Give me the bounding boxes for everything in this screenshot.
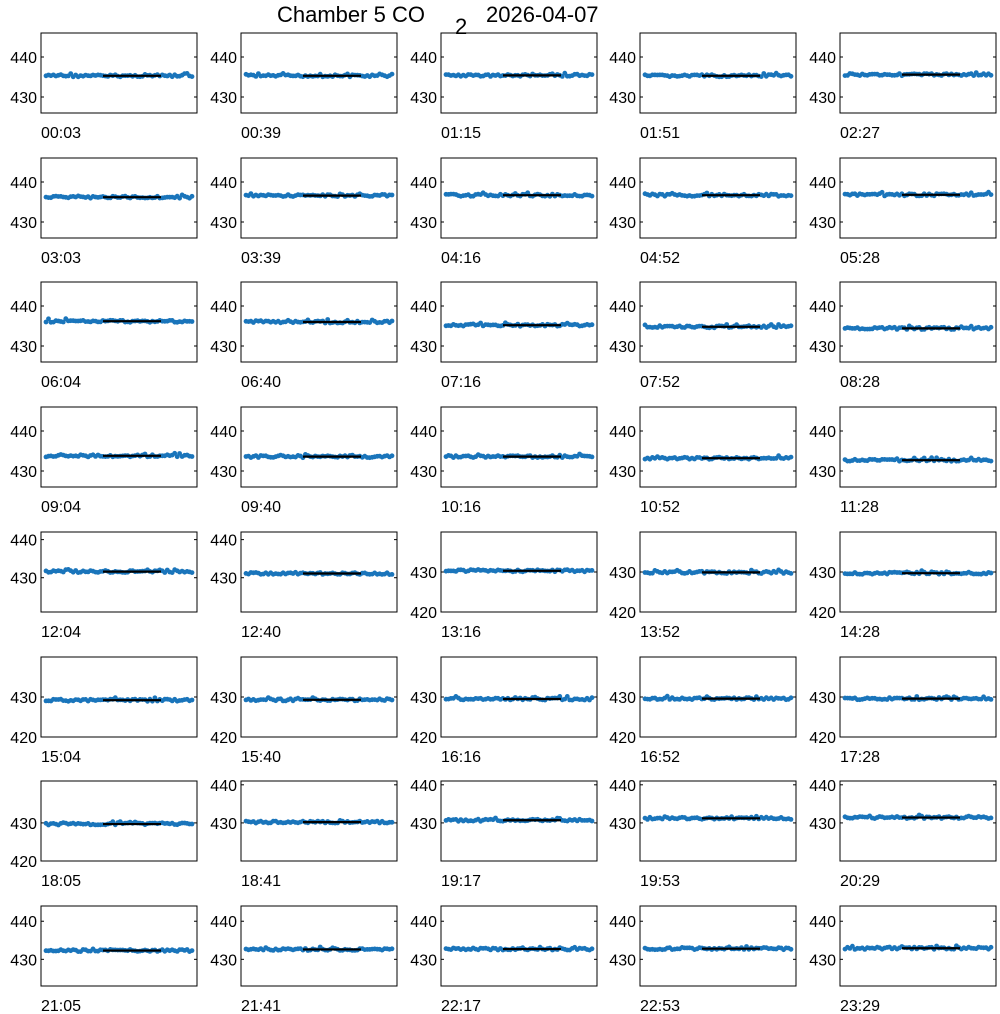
y-tick-label: 430 bbox=[410, 690, 437, 707]
y-tick-label: 430 bbox=[609, 90, 636, 107]
panel bbox=[609, 407, 796, 516]
panel bbox=[10, 532, 197, 641]
y-tick-label: 430 bbox=[410, 90, 437, 107]
y-tick-label: 430 bbox=[609, 565, 636, 582]
panel-time-label: 21:05 bbox=[41, 998, 82, 1014]
panel-time-label: 06:40 bbox=[241, 374, 282, 391]
data-point bbox=[989, 571, 994, 576]
y-tick-label: 420 bbox=[10, 730, 37, 747]
data-point bbox=[789, 323, 794, 328]
data-point bbox=[390, 319, 395, 324]
axes-box bbox=[441, 407, 597, 487]
panel-time-label: 19:53 bbox=[640, 873, 681, 890]
y-tick-label: 430 bbox=[10, 464, 37, 481]
data-point bbox=[590, 819, 595, 824]
panel-time-label: 00:03 bbox=[41, 125, 82, 142]
y-tick-label: 430 bbox=[210, 215, 237, 232]
y-tick-label: 420 bbox=[10, 854, 37, 871]
panel bbox=[809, 906, 996, 1014]
panel-time-label: 05:28 bbox=[840, 250, 881, 267]
panel bbox=[210, 407, 397, 516]
data-point bbox=[590, 568, 595, 573]
panel-time-label: 04:16 bbox=[441, 250, 482, 267]
data-point bbox=[789, 193, 794, 198]
panel bbox=[809, 158, 996, 267]
panel-time-label: 14:28 bbox=[840, 624, 881, 641]
y-tick-label: 430 bbox=[10, 815, 37, 833]
data-point bbox=[789, 817, 794, 822]
panel bbox=[410, 778, 597, 890]
data-point bbox=[390, 572, 395, 577]
panel-time-label: 11:28 bbox=[840, 499, 879, 516]
data-point bbox=[989, 697, 994, 702]
data-point bbox=[789, 947, 794, 952]
y-tick-label: 430 bbox=[210, 690, 237, 707]
axes-box bbox=[41, 906, 197, 986]
data-point bbox=[190, 822, 195, 827]
panel bbox=[609, 158, 796, 267]
panel bbox=[210, 158, 397, 267]
y-tick-label: 440 bbox=[410, 175, 437, 192]
y-tick-label: 420 bbox=[410, 730, 437, 747]
data-point bbox=[989, 816, 994, 821]
y-tick-label: 440 bbox=[410, 299, 437, 316]
panel bbox=[809, 33, 996, 142]
data-point bbox=[989, 192, 994, 197]
y-tick-label: 430 bbox=[609, 815, 636, 833]
y-tick-label: 440 bbox=[809, 914, 836, 932]
panel-time-label: 12:04 bbox=[41, 624, 82, 641]
panel-time-label: 18:05 bbox=[41, 873, 82, 890]
panel-time-label: 07:52 bbox=[640, 374, 681, 391]
panel-time-label: 22:53 bbox=[640, 998, 681, 1014]
axes-box bbox=[241, 657, 397, 737]
data-point bbox=[190, 698, 195, 703]
panel-time-label: 06:04 bbox=[41, 374, 82, 391]
panel bbox=[210, 33, 397, 142]
y-tick-label: 430 bbox=[809, 215, 836, 232]
y-tick-label: 430 bbox=[210, 464, 237, 481]
panel-time-label: 03:39 bbox=[241, 250, 282, 267]
y-tick-label: 440 bbox=[410, 914, 437, 932]
y-tick-label: 430 bbox=[210, 570, 237, 588]
panel-time-label: 09:40 bbox=[241, 499, 282, 516]
data-point bbox=[390, 698, 395, 703]
panel bbox=[10, 906, 197, 1014]
panel bbox=[609, 532, 796, 641]
title-subscript: 2 bbox=[455, 14, 468, 39]
y-tick-label: 440 bbox=[809, 424, 836, 441]
title-date: 2026-04-07 bbox=[486, 2, 599, 27]
data-point bbox=[590, 695, 595, 700]
y-tick-label: 430 bbox=[609, 339, 636, 356]
panel bbox=[609, 778, 796, 890]
panel bbox=[609, 657, 796, 766]
axes-box bbox=[640, 407, 796, 487]
y-tick-label: 440 bbox=[210, 914, 237, 932]
panel bbox=[609, 282, 796, 391]
panel-time-label: 08:28 bbox=[840, 374, 881, 391]
data-point bbox=[789, 571, 794, 576]
data-point bbox=[989, 945, 994, 950]
axes-box bbox=[41, 657, 197, 737]
y-tick-label: 440 bbox=[410, 424, 437, 441]
panel bbox=[10, 158, 197, 267]
y-tick-label: 440 bbox=[609, 50, 636, 67]
y-tick-label: 430 bbox=[210, 815, 237, 833]
panel bbox=[410, 407, 597, 516]
y-tick-label: 430 bbox=[10, 570, 37, 588]
data-point bbox=[190, 570, 195, 575]
panel-time-label: 18:41 bbox=[241, 873, 282, 890]
y-tick-label: 430 bbox=[10, 690, 37, 707]
panel-time-label: 02:27 bbox=[840, 125, 881, 142]
data-point bbox=[989, 73, 994, 78]
axes-box bbox=[441, 282, 597, 362]
panel bbox=[410, 532, 597, 641]
panel-time-label: 16:16 bbox=[441, 749, 482, 766]
axes-box bbox=[640, 282, 796, 362]
y-tick-label: 440 bbox=[210, 299, 237, 316]
data-point bbox=[390, 946, 395, 951]
panel bbox=[210, 282, 397, 391]
axes-box bbox=[41, 407, 197, 487]
panel bbox=[10, 282, 197, 391]
panel bbox=[210, 778, 397, 890]
y-tick-label: 430 bbox=[210, 90, 237, 107]
panel-time-label: 13:52 bbox=[640, 624, 681, 641]
panel-time-label: 21:41 bbox=[241, 998, 282, 1014]
y-tick-label: 430 bbox=[10, 952, 37, 970]
y-tick-label: 420 bbox=[609, 730, 636, 747]
y-tick-label: 430 bbox=[410, 464, 437, 481]
y-tick-label: 420 bbox=[609, 605, 636, 622]
data-point bbox=[190, 194, 195, 199]
panel bbox=[210, 532, 397, 641]
y-tick-label: 440 bbox=[10, 424, 37, 441]
y-tick-label: 420 bbox=[410, 605, 437, 622]
panel bbox=[410, 906, 597, 1014]
panel-time-label: 10:16 bbox=[441, 499, 482, 516]
panel-time-label: 16:52 bbox=[640, 749, 681, 766]
data-point bbox=[590, 194, 595, 199]
y-tick-label: 440 bbox=[609, 914, 636, 932]
y-tick-label: 430 bbox=[609, 952, 636, 970]
data-point bbox=[390, 72, 395, 77]
panel-time-label: 07:16 bbox=[441, 374, 482, 391]
data-point bbox=[190, 319, 195, 324]
figure-title bbox=[277, 2, 425, 27]
panel bbox=[410, 657, 597, 766]
y-tick-label: 430 bbox=[410, 952, 437, 970]
panel-time-label: 15:40 bbox=[241, 749, 282, 766]
y-tick-label: 440 bbox=[809, 777, 836, 795]
y-tick-label: 440 bbox=[10, 50, 37, 67]
data-point bbox=[590, 322, 595, 327]
y-tick-label: 430 bbox=[809, 952, 836, 970]
y-tick-label: 430 bbox=[410, 215, 437, 232]
y-tick-label: 440 bbox=[210, 50, 237, 67]
y-tick-label: 430 bbox=[809, 815, 836, 833]
panel-time-label: 15:04 bbox=[41, 749, 82, 766]
y-tick-label: 440 bbox=[609, 777, 636, 795]
data-point bbox=[590, 946, 595, 951]
panel bbox=[609, 33, 796, 142]
title-prefix: Chamber 5 CO bbox=[277, 2, 425, 27]
y-tick-label: 440 bbox=[609, 175, 636, 192]
y-tick-label: 420 bbox=[809, 730, 836, 747]
panel bbox=[809, 282, 996, 391]
y-tick-label: 430 bbox=[10, 215, 37, 232]
axes-box bbox=[840, 158, 996, 238]
panel bbox=[10, 407, 197, 516]
data-point bbox=[989, 459, 994, 464]
y-tick-label: 440 bbox=[10, 532, 37, 550]
data-point bbox=[789, 455, 794, 460]
y-tick-label: 440 bbox=[210, 532, 237, 550]
panel-time-label: 13:16 bbox=[441, 624, 482, 641]
panel bbox=[210, 906, 397, 1014]
axes-box bbox=[840, 781, 996, 861]
data-point bbox=[989, 325, 994, 330]
y-tick-label: 440 bbox=[210, 424, 237, 441]
y-tick-label: 440 bbox=[210, 175, 237, 192]
y-tick-label: 440 bbox=[210, 777, 237, 795]
y-tick-label: 430 bbox=[609, 215, 636, 232]
axes-box bbox=[840, 282, 996, 362]
y-tick-label: 440 bbox=[609, 299, 636, 316]
panel bbox=[809, 532, 996, 641]
panel bbox=[410, 33, 597, 142]
panel bbox=[609, 906, 796, 1014]
axes-box bbox=[840, 407, 996, 487]
panel bbox=[809, 657, 996, 766]
y-tick-label: 440 bbox=[410, 777, 437, 795]
data-point bbox=[190, 74, 195, 79]
y-tick-label: 440 bbox=[10, 175, 37, 192]
y-tick-label: 440 bbox=[809, 175, 836, 192]
panel bbox=[210, 657, 397, 766]
panel bbox=[410, 282, 597, 391]
panel-time-label: 12:40 bbox=[241, 624, 282, 641]
data-point bbox=[190, 454, 195, 459]
y-tick-label: 430 bbox=[609, 464, 636, 481]
panel bbox=[10, 657, 197, 766]
panel-time-label: 03:03 bbox=[41, 250, 82, 267]
axes-box bbox=[640, 906, 796, 986]
panel-time-label: 00:39 bbox=[241, 125, 282, 142]
data-point bbox=[190, 948, 195, 953]
panel-time-label: 23:29 bbox=[840, 998, 881, 1014]
data-point bbox=[390, 453, 395, 458]
panel-time-label: 04:52 bbox=[640, 250, 681, 267]
y-tick-label: 440 bbox=[10, 299, 37, 316]
data-point bbox=[590, 455, 595, 460]
y-tick-label: 440 bbox=[809, 50, 836, 67]
panel-grid bbox=[10, 33, 996, 1014]
panel-time-label: 20:29 bbox=[840, 873, 881, 890]
panel-time-label: 09:04 bbox=[41, 499, 82, 516]
y-tick-label: 440 bbox=[809, 299, 836, 316]
y-tick-label: 430 bbox=[809, 565, 836, 582]
y-tick-label: 420 bbox=[809, 605, 836, 622]
y-tick-label: 430 bbox=[410, 339, 437, 356]
data-point bbox=[590, 72, 595, 77]
y-tick-label: 430 bbox=[410, 565, 437, 582]
panel-time-label: 22:17 bbox=[441, 998, 482, 1014]
y-tick-label: 430 bbox=[809, 90, 836, 107]
y-tick-label: 430 bbox=[410, 815, 437, 833]
y-tick-label: 430 bbox=[210, 339, 237, 356]
panel bbox=[10, 33, 197, 142]
y-tick-label: 430 bbox=[210, 952, 237, 970]
panel-time-label: 01:15 bbox=[441, 125, 482, 142]
panel bbox=[809, 778, 996, 890]
panel-time-label: 01:51 bbox=[640, 125, 681, 142]
y-tick-label: 430 bbox=[10, 90, 37, 107]
panel-time-label: 10:52 bbox=[640, 499, 681, 516]
data-point bbox=[789, 695, 794, 700]
y-tick-label: 430 bbox=[609, 690, 636, 707]
y-tick-label: 430 bbox=[809, 690, 836, 707]
y-tick-label: 440 bbox=[410, 50, 437, 67]
y-tick-label: 430 bbox=[809, 339, 836, 356]
y-tick-label: 440 bbox=[609, 424, 636, 441]
data-point bbox=[390, 193, 395, 198]
panel bbox=[10, 781, 197, 890]
y-tick-label: 430 bbox=[809, 464, 836, 481]
data-point bbox=[390, 820, 395, 825]
panel-time-label: 17:28 bbox=[840, 749, 881, 766]
panel bbox=[809, 407, 996, 516]
y-tick-label: 440 bbox=[10, 914, 37, 932]
panel-time-label: 19:17 bbox=[441, 873, 482, 890]
axes-box bbox=[241, 407, 397, 487]
data-point bbox=[789, 74, 794, 79]
y-tick-label: 430 bbox=[10, 339, 37, 356]
panel bbox=[410, 158, 597, 267]
y-tick-label: 420 bbox=[210, 730, 237, 747]
